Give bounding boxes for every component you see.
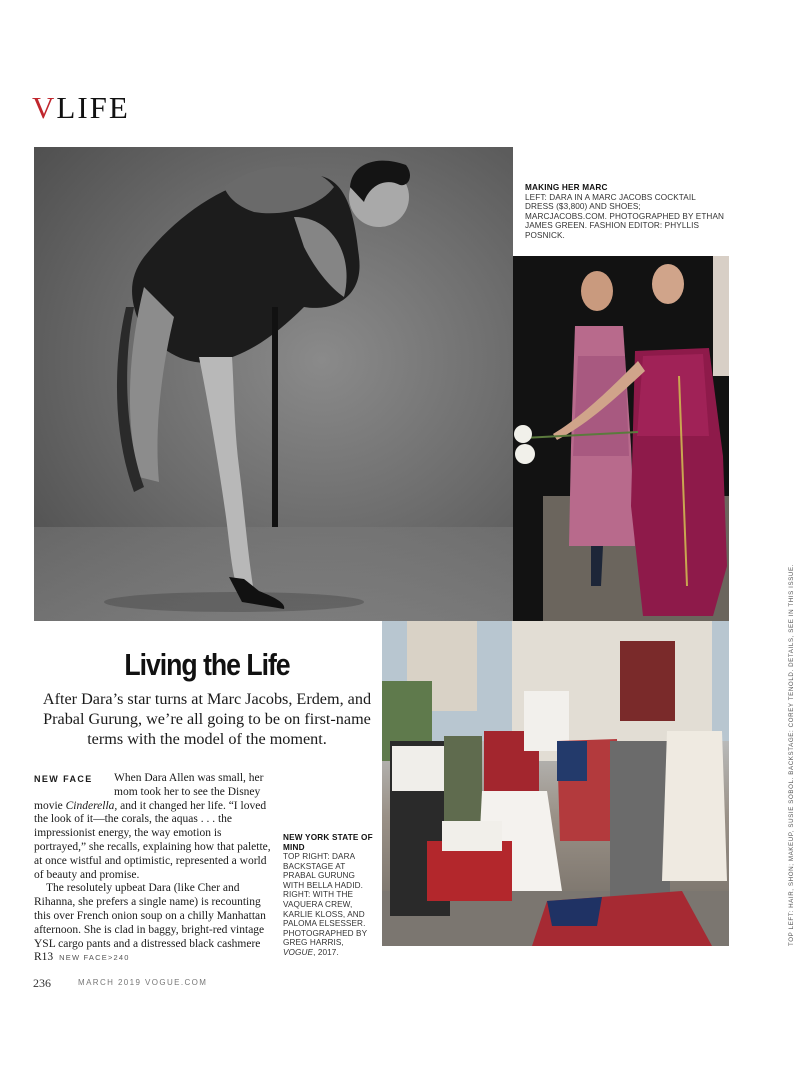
kicker-new-face: NEW FACE <box>34 774 93 784</box>
vertical-photo-credits: TOP LEFT: HAIR, SHON; MAKEUP, SUSIE SOBOL. BACKSTAGE: COREY TENOLD. DETAILS, SEE IN THIS ISSUE. <box>788 563 795 946</box>
section-logo <box>32 92 130 123</box>
caption-new-york-state-of-mind <box>283 833 378 958</box>
caption-body-italic: VOGUE <box>283 947 314 957</box>
caption-body-text-2: , 2017. <box>313 947 339 957</box>
caption-title: NEW YORK STATE OF MIND <box>283 833 373 852</box>
continued-jump-link[interactable]: NEW FACE>240 <box>59 953 130 963</box>
group-photo-illustration <box>382 621 729 946</box>
article-body <box>34 772 274 965</box>
logo-life: LIFE <box>56 90 130 125</box>
backstage-photo <box>513 256 729 621</box>
para1-text-2: and it changed her life. “I loved the look of it—the corals, the aquas . . . the impressionist energy, the way emotion is portrayed,” she recalls, explaining how that palette, at once wistful and optimistic, represented a world of beauty and promise. <box>34 799 271 881</box>
body-paragraph-2 <box>34 882 274 965</box>
logo-v: V <box>32 90 57 125</box>
caption-body <box>283 852 378 958</box>
main-photo-illustration <box>34 147 513 621</box>
caption-making-her-marc <box>525 183 725 240</box>
article-headline: Living the Life <box>124 647 290 682</box>
caption-body-text: TOP RIGHT: DARA BACKSTAGE AT PRABAL GURUNG WITH BELLA HADID. RIGHT: WITH THE VAQUERA CREW, KARLIE KLOSS, AND PALOMA ELSESSER. PHOTOGRAPHED BY GREG HARRIS, <box>283 852 368 948</box>
folio-issue-info: MARCH 2019 VOGUE.COM <box>78 978 208 987</box>
group-photo <box>382 621 729 946</box>
main-photo <box>34 147 513 621</box>
caption-title: MAKING HER MARC <box>525 183 608 192</box>
body-paragraph-1 <box>34 772 274 882</box>
page-number: 236 <box>33 976 51 990</box>
backstage-photo-illustration <box>513 256 729 621</box>
article-dek: After Dara’s star turns at Marc Jacobs, Erdem, and Prabal Gurung, we’re all going to be on first-name terms with the model of the moment. <box>42 690 372 748</box>
para1-italic: Cinderella, <box>65 799 118 812</box>
para1-text: When Dara Allen was small, her mom took her to see the Disney movie <box>34 772 264 812</box>
caption-body: LEFT: DARA IN A MARC JACOBS COCKTAIL DRESS ($3,800) AND SHOES; MARCJACOBS.COM. PHOTOGRAPHED BY ETHAN JAMES GREEN. FASHION EDITOR: PHYLLIS POSNICK. <box>525 192 725 240</box>
para2-text: The resolutely upbeat Dara (like Cher and Rihanna, she prefers a single name) is recounting this over French onion soup on a chilly Manhattan afternoon. She is clad in baggy, bright-red vintage YSL cargo pants and a distressed black cashmere R13 <box>34 882 266 964</box>
